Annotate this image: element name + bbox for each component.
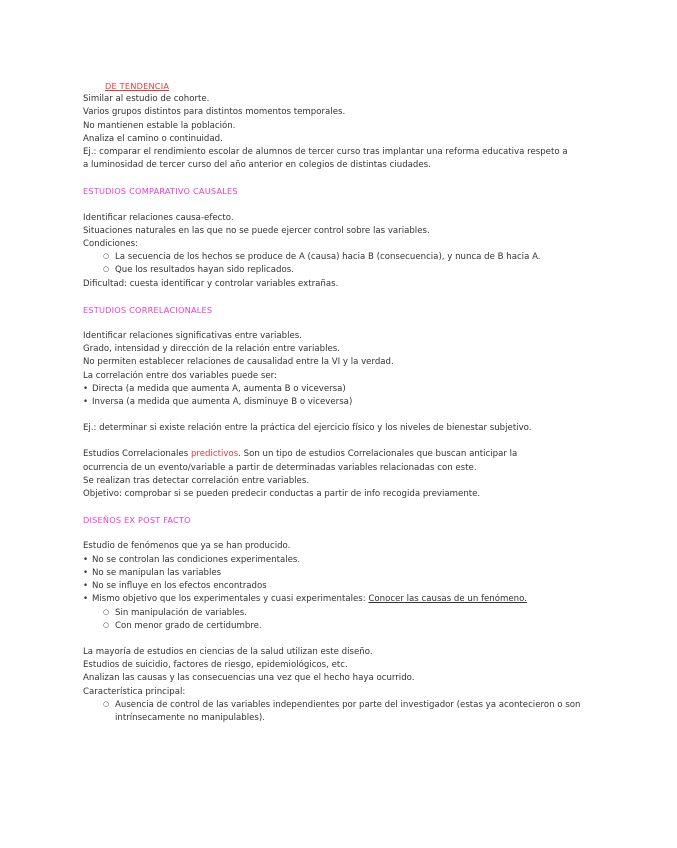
bullet-item: • No se influye en los efectos encontrados <box>83 580 603 593</box>
text-line: Analiza el camino o continuidad. <box>83 133 223 144</box>
highlight-predictivos: predictivos <box>190 449 239 460</box>
text-line: No mantienen estable la población. <box>83 120 236 131</box>
heading-comparativo-causales: ESTUDIOS COMPARATIVO CAUSALES <box>83 186 238 197</box>
example-line: Ej.: determinar si existe relación entre la práctica del ejercicio físico y los niveles de bienestar subjetivo. <box>83 423 532 434</box>
text-line: Identificar relaciones causa-efecto. <box>83 212 234 223</box>
sub-bullet: ○ Ausencia de control de las variables independientes por parte del investigador (estas ya acontecieron o son intrínsecamente no manipulables). <box>83 699 593 725</box>
text-line: Dificultad: cuesta identificar y controlar variables extrañas. <box>83 278 339 289</box>
text-line: Característica principal: <box>83 686 186 697</box>
text-line: Estudio de fenómenos que ya se han producido. <box>83 541 291 552</box>
heading-correlacionales: ESTUDIOS CORRELACIONALES <box>83 304 213 315</box>
text-line: Condiciones: <box>83 239 139 250</box>
text-line: No permiten establecer relaciones de causalidad entre la VI y la verdad. <box>83 357 394 368</box>
text-line: La mayoría de estudios en ciencias de la salud utilizan este diseño. <box>83 646 373 657</box>
bullet-item: • Inversa (a medida que aumenta A, disminuye B o viceversa) <box>83 396 603 409</box>
text-line: Estudios de suicidio, factores de riesgo, epidemiológicos, etc. <box>83 660 348 671</box>
text-span: Mismo objetivo que los experimentales y cuasi experimentales: <box>92 594 369 605</box>
text-span: Estudios Correlacionales <box>83 449 191 460</box>
text-line: La correlación entre dos variables puede ser: <box>83 370 277 381</box>
bullet-item: • Directa (a medida que aumenta A, aumenta B o viceversa) <box>83 383 603 396</box>
text-line: Similar al estudio de cohorte. <box>83 94 210 105</box>
text-line: ocurrencia de un evento/variable a partir de determinadas variables relacionadas con este. <box>83 462 477 473</box>
text-line: Se realizan tras detectar correlación entre variables. <box>83 475 310 486</box>
heading-ex-post-facto: DISEÑOS EX POST FACTO <box>83 515 191 526</box>
sub-bullet: ○ Con menor grado de certidumbre. <box>83 620 603 633</box>
text-span: . Son un tipo de estudios Correlacionales que buscan anticipar la <box>238 449 518 460</box>
sub-bullet: ○ La secuencia de los hechos se produce de A (causa) hacia B (consecuencia), y nunca de B hacia A. <box>83 251 603 264</box>
text-line: Objetivo: comprobar si se pueden predecir conductas a partir de info recogida previamente. <box>83 489 481 500</box>
text-line: Ej.: comparar el rendimiento escolar de alumnos de tercer curso tras implantar una reforma educativa respeto a <box>83 147 568 158</box>
bullet-item <box>83 593 603 606</box>
sub-bullet: ○ Sin manipulación de variables. <box>83 607 603 620</box>
underlined-objective: Conocer las causas de un fenómeno. <box>368 594 527 605</box>
heading-de-tendencia: DE TENDENCIA <box>105 81 170 91</box>
text-line: Grado, intensidad y dirección de la relación entre variables. <box>83 344 340 355</box>
text-line: Situaciones naturales en las que no se puede ejercer control sobre las variables. <box>83 225 430 236</box>
text-line: a luminosidad de tercer curso del año anterior en colegios de distintas ciudades. <box>83 160 431 171</box>
text-line: Varios grupos distintos para distintos momentos temporales. <box>83 107 346 118</box>
document-content <box>83 80 603 725</box>
bullet-item: • No se manipulan las variables <box>83 567 603 580</box>
bullet-item: • No se controlan las condiciones experimentales. <box>83 554 603 567</box>
predictivos-line <box>83 448 603 461</box>
text-line: Analizan las causas y las consecuencias una vez que el hecho haya ocurrido. <box>83 673 415 684</box>
sub-bullet: ○ Que los resultados hayan sido replicados. <box>83 264 603 277</box>
text-line: Identificar relaciones significativas entre variables. <box>83 331 302 342</box>
